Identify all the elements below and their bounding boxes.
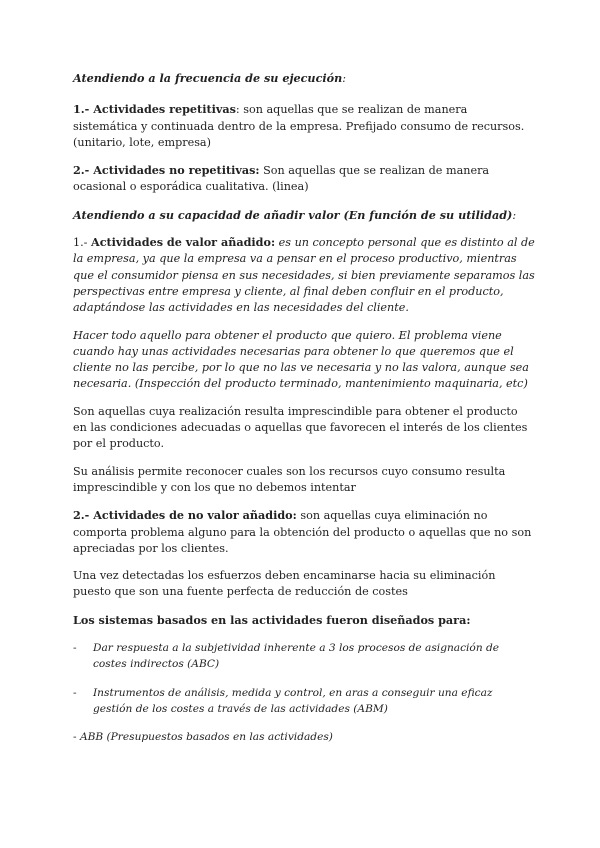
list-item-abb	[73, 729, 535, 745]
heading-sistemas: Los sistemas basados en las actividades fueron diseñados para:	[73, 612, 471, 627]
definition-valor-anadido: es un concepto personal que es distinto al de la empresa, ya que la empresa va a pensar en el proceso productivo, mientras que el consumidor piensa en sus necesidades, si bien previamente separamos las perspectivas entre empresa y cliente, al final deben confluir en el producto, adaptándose las actividades en las necesidades del cliente.	[73, 236, 535, 315]
paragraph-eliminacion: Una vez detectadas los esfuerzos deben encaminarse hacia su eliminación puesto que son una fuente perfecta de reducción de costes	[73, 569, 496, 599]
heading-valor	[73, 207, 535, 224]
heading-valor-text: Atendiendo a su capacidad de añadir valor (En función de su utilidad)	[73, 207, 513, 222]
list-item	[73, 640, 535, 673]
paragraph-hacer-todo: Hacer todo aquello para obtener el producto que quiero. El problema viene cuando hay unas actividades necesarias para obtener lo que queremos que el cliente no las percibe, por lo que no las ve necesaria y no las valora, aunque sea necesaria. (Inspección del producto terminado, mantenimiento maquinaria, etc)	[73, 328, 529, 391]
list-dash: -	[73, 686, 77, 699]
paragraph-valor-anadido	[73, 234, 535, 316]
heading-frecuencia-colon: :	[342, 72, 347, 85]
valor-anadido-number: 1.-	[73, 236, 92, 250]
list-dash: -	[73, 731, 80, 744]
document-page	[73, 70, 535, 746]
heading-frecuencia	[73, 70, 535, 87]
list-item-text: Dar respuesta a la subjetividad inherente a 3 los procesos de asignación de costes indirectos (ABC)	[93, 642, 500, 671]
definition-repetitivas: : son aquellas que se realizan de manera sistemática y continuada dentro de la empresa. Prefijado consumo de recursos. (unitario, lote, empresa)	[73, 103, 525, 149]
definition-no-valor-anadido: son aquellas cuya eliminación no comporta problema alguno para la obtención del producto o aquellas que no son apreciadas por los clientes.	[73, 509, 532, 555]
definition-no-repetitivas: Son aquellas que se realizan de manera ocasional o esporádica cualitativa. (linea)	[73, 164, 490, 194]
list-item	[73, 685, 535, 718]
paragraph-no-valor-anadido	[73, 507, 535, 557]
paragraph-analisis: Su análisis permite reconocer cuales son los recursos cuyo consumo resulta imprescindible y con los que no debemos intentar	[73, 464, 506, 494]
term-no-repetitivas: 2.- Actividades no repetitivas:	[73, 163, 260, 178]
term-repetitivas: 1.- Actividades repetitivas	[73, 102, 236, 117]
heading-valor-colon: :	[512, 208, 517, 222]
list-item-abb-text: ABB (Presupuestos basados en las actividades)	[79, 731, 333, 744]
term-no-valor-anadido: 2.- Actividades de no valor añadido:	[73, 508, 297, 523]
paragraph-repetitivas	[73, 101, 535, 151]
paragraph-no-repetitivas	[73, 162, 535, 196]
list-item-text: Instrumentos de análisis, medida y control, en aras a conseguir una eficaz gestión de los costes a través de las actividades (ABM)	[93, 686, 493, 715]
heading-frecuencia-text: Atendiendo a la frecuencia de su ejecución	[73, 71, 343, 85]
list-dash: -	[73, 642, 77, 655]
term-valor-anadido: Actividades de valor añadido:	[91, 235, 276, 250]
paragraph-son-aquellas: Son aquellas cuya realización resulta imprescindible para obtener el producto en las condiciones adecuadas o aquellas que favorecen el interés de los clientes por el producto.	[73, 404, 528, 451]
